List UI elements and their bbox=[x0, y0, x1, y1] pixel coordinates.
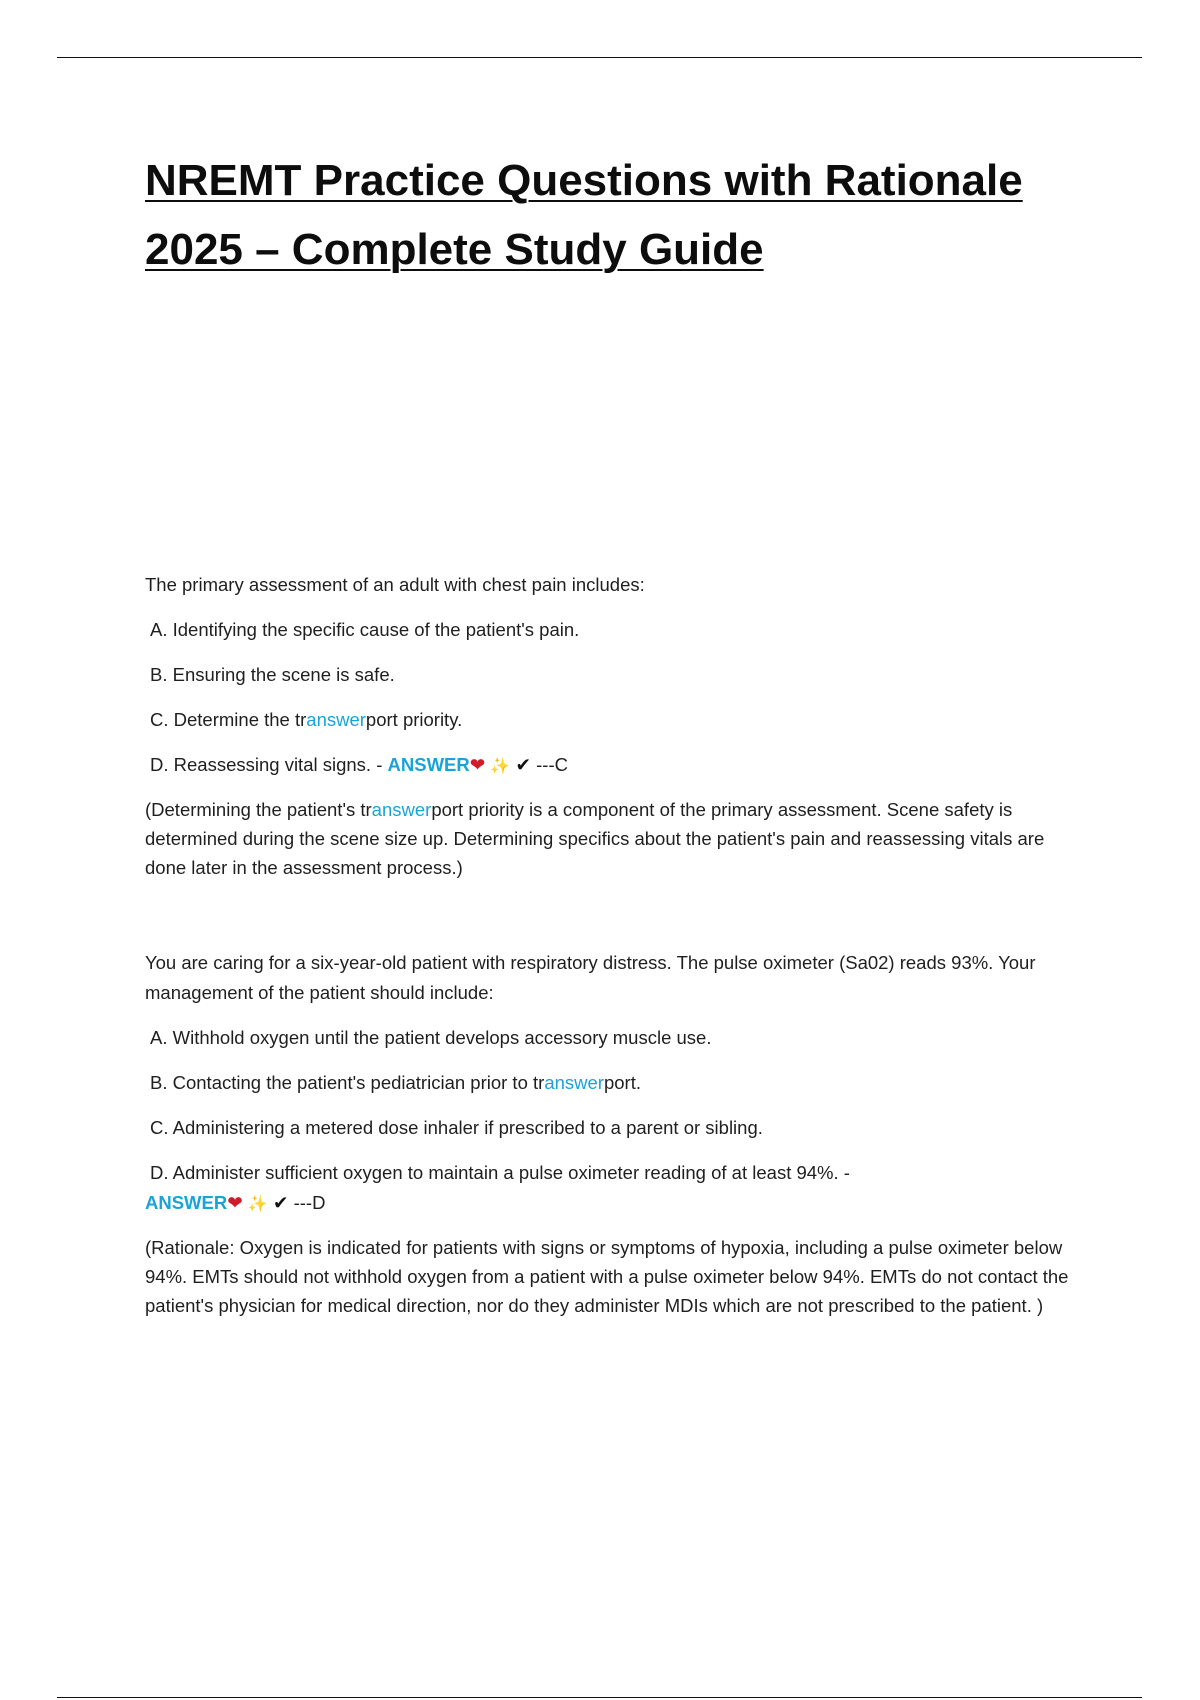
sparkle-icon: ✨ bbox=[490, 758, 511, 775]
option-b-text: B. Contacting the patient's pediatrician prior to tr bbox=[150, 1072, 545, 1093]
page-title bbox=[145, 146, 1125, 284]
sparkle-icon: ✨ bbox=[247, 1196, 268, 1213]
heart-icon: ❤ bbox=[227, 1192, 243, 1213]
question-stem: The primary assessment of an adult with chest pain includes: bbox=[145, 574, 645, 595]
option-c: C. Administering a metered dose inhaler if prescribed to a parent or sibling. bbox=[150, 1117, 763, 1138]
option-d-text: D. Reassessing vital signs. - bbox=[150, 754, 388, 775]
rationale bbox=[145, 795, 1085, 882]
option-d bbox=[145, 750, 1085, 782]
question-stem: You are caring for a six-year-old patient with respiratory distress. The pulse oximeter (Sa02) reads 93%. Your management of the patient should include: bbox=[145, 952, 1036, 1003]
rationale: (Rationale: Oxygen is indicated for patients with signs or symptoms of hypoxia, including a pulse oximeter below 94%. EMTs should not withhold oxygen from a patient with a pulse oximeter below 94%. EMTs do not contact the patient's physician for medical direction, nor do they administer MDIs which are not prescribed to the patient. ) bbox=[145, 1237, 1069, 1316]
option-c bbox=[145, 705, 1085, 735]
rationale-text: (Determining the patient's tr bbox=[145, 799, 372, 820]
rationale-text-end: port priority is a component of the primary assessment. Scene safety is determined during the scene size up. Determining specifics about the patient's pain and reassessing vitals are done later in the assessment process.) bbox=[145, 799, 1045, 878]
option-a: A. Identifying the specific cause of the patient's pain. bbox=[150, 619, 580, 640]
highlighted-word: answer bbox=[371, 799, 432, 820]
highlighted-word: answer bbox=[544, 1072, 604, 1093]
answer-label: ANSWER bbox=[145, 1192, 228, 1213]
check-icon: ✔ bbox=[272, 1192, 289, 1213]
answer-line bbox=[145, 1188, 1085, 1220]
answer-value: ---D bbox=[293, 1192, 326, 1213]
heart-icon: ❤ bbox=[469, 754, 486, 775]
option-b bbox=[145, 1068, 1085, 1098]
option-c-text-end: port priority. bbox=[365, 709, 463, 730]
option-b-text-end: port. bbox=[603, 1072, 641, 1093]
question-2 bbox=[145, 948, 1085, 1320]
check-icon: ✔ bbox=[515, 754, 531, 775]
option-a: A. Withhold oxygen until the patient develops accessory muscle use. bbox=[150, 1027, 712, 1048]
top-rule bbox=[57, 57, 1142, 58]
option-c-text: C. Determine the tr bbox=[150, 709, 307, 730]
option-d-text: D. Administer sufficient oxygen to maintain a pulse oximeter reading of at least 94%. - bbox=[150, 1162, 850, 1183]
answer-label: ANSWER bbox=[387, 754, 470, 775]
question-1 bbox=[145, 570, 1085, 882]
highlighted-word: answer bbox=[306, 709, 366, 730]
title-line-1: NREMT Practice Questions with Rationale bbox=[145, 156, 1023, 205]
title-line-2: 2025 – Complete Study Guide bbox=[145, 225, 764, 274]
answer-value: ---C bbox=[536, 754, 568, 775]
option-d bbox=[145, 1158, 1085, 1188]
option-b: B. Ensuring the scene is safe. bbox=[150, 664, 395, 685]
bottom-rule bbox=[57, 1697, 1142, 1698]
